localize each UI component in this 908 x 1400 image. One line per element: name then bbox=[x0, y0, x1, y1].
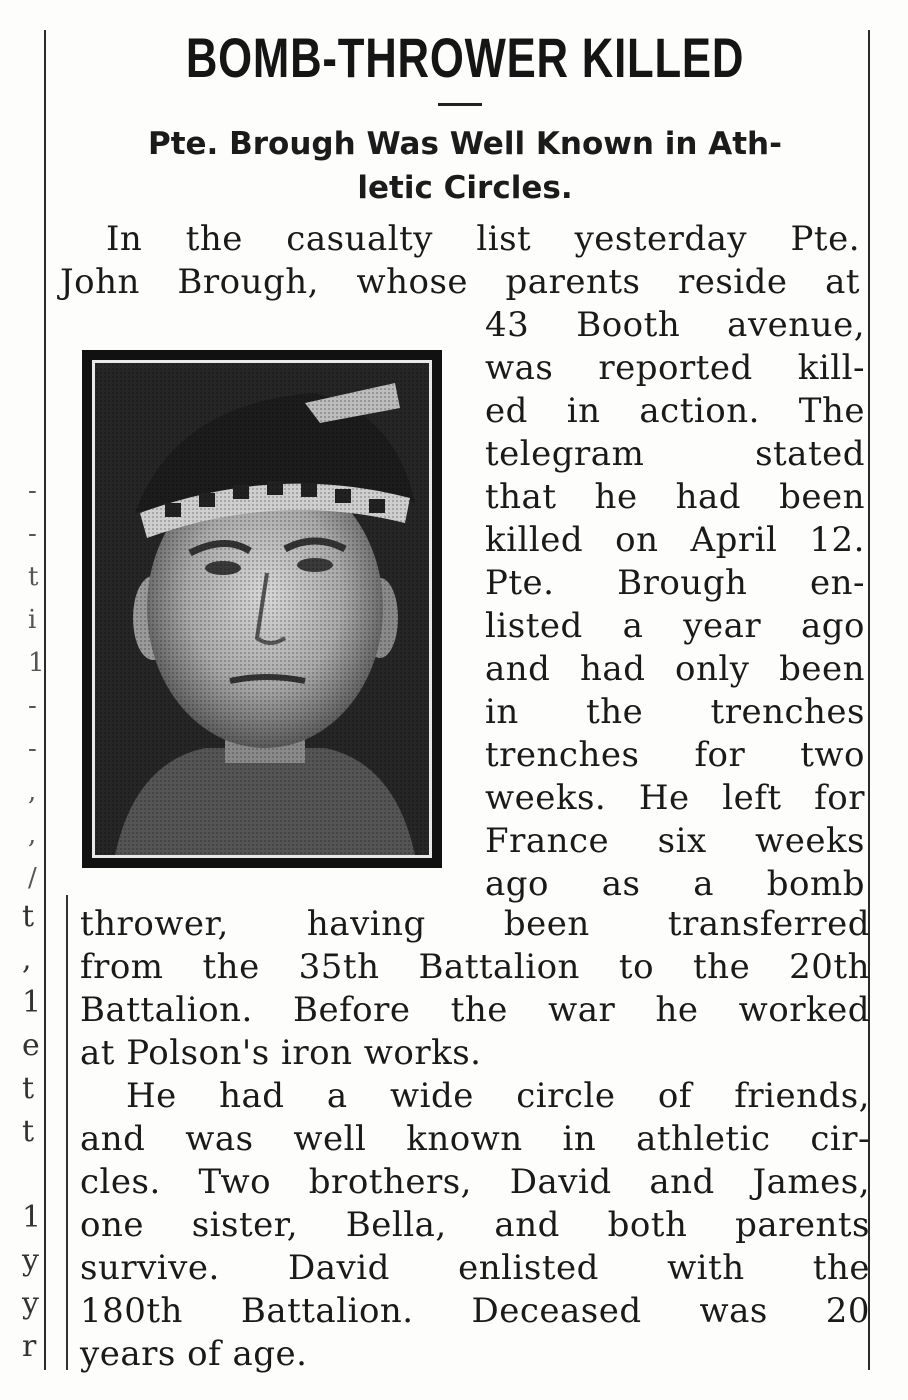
article-line: telegram stated bbox=[485, 434, 865, 474]
article-line: 180th Battalion. Deceased was 20 bbox=[80, 1291, 870, 1331]
margin-letter: t bbox=[22, 1114, 35, 1149]
headline-divider bbox=[438, 103, 482, 106]
article-line: He had a wide circle of friends, bbox=[126, 1076, 870, 1116]
margin-mark: 1 bbox=[28, 648, 45, 678]
adjacent-column-marks bbox=[28, 470, 48, 900]
article-line: ago as a bomb bbox=[485, 864, 865, 904]
margin-letter: y bbox=[22, 1286, 39, 1321]
column-rule-inner bbox=[66, 895, 68, 1370]
article-line: listed a year ago bbox=[485, 606, 865, 646]
article-line: in the trenches bbox=[485, 692, 865, 732]
margin-mark: - bbox=[28, 476, 37, 506]
margin-letter: e bbox=[22, 1028, 40, 1063]
article-line: years of age. bbox=[80, 1334, 308, 1374]
margin-mark: / bbox=[28, 863, 37, 893]
margin-mark: , bbox=[28, 777, 37, 807]
article-line: Battalion. Before the war he worked bbox=[80, 990, 870, 1030]
subheadline-line: letic Circles. bbox=[357, 170, 573, 206]
margin-mark: - bbox=[28, 734, 37, 764]
article-line: thrower, having been transferred bbox=[80, 904, 870, 944]
article-line: Pte. Brough en- bbox=[485, 563, 865, 603]
margin-letter: 1 bbox=[22, 1200, 42, 1235]
subheadline-line: Pte. Brough Was Well Known in Ath- bbox=[147, 126, 782, 162]
margin-letter: t bbox=[22, 899, 35, 934]
article-line: and had only been bbox=[485, 649, 865, 689]
article-line: weeks. He left for bbox=[485, 778, 865, 818]
margin-letter: y bbox=[22, 1243, 39, 1278]
margin-letter: , bbox=[22, 942, 32, 977]
soldier-portrait-photo bbox=[82, 350, 442, 868]
margin-letter: 1 bbox=[22, 985, 42, 1020]
margin-mark: , bbox=[28, 820, 37, 850]
article-line: John Brough, whose parents reside at bbox=[60, 262, 860, 302]
article-line: trenches for two bbox=[485, 735, 865, 775]
article-line: one sister, Bella, and both parents bbox=[80, 1205, 870, 1245]
margin-mark: t bbox=[28, 562, 39, 592]
article-line: killed on April 12. bbox=[485, 520, 865, 560]
article-line: that he had been bbox=[485, 477, 865, 517]
article-line: ed in action. The bbox=[485, 391, 865, 431]
article-line: cles. Two brothers, David and James, bbox=[80, 1162, 870, 1202]
article-line: was reported kill- bbox=[485, 348, 865, 388]
article-line: survive. David enlisted with the bbox=[80, 1248, 870, 1288]
portrait-illustration bbox=[95, 363, 429, 855]
margin-letter bbox=[22, 1153, 52, 1196]
adjacent-column-letters bbox=[22, 895, 52, 1368]
headline: BOMB-THROWER KILLED bbox=[185, 26, 745, 89]
margin-mark: i bbox=[28, 605, 37, 635]
margin-letter: r bbox=[22, 1329, 37, 1364]
photo-image bbox=[92, 360, 432, 858]
article-line: and was well known in athletic cir- bbox=[80, 1119, 870, 1159]
margin-mark: - bbox=[28, 519, 37, 549]
article-line: at Polson's iron works. bbox=[80, 1033, 482, 1073]
margin-mark: - bbox=[28, 691, 37, 721]
margin-letter: t bbox=[22, 1071, 35, 1106]
article-line: 43 Booth avenue, bbox=[485, 305, 865, 345]
article-line: In the casualty list yesterday Pte. bbox=[106, 219, 860, 259]
article-line: France six weeks bbox=[485, 821, 865, 861]
subheadline bbox=[60, 122, 870, 210]
article-line: from the 35th Battalion to the 20th bbox=[80, 947, 870, 987]
